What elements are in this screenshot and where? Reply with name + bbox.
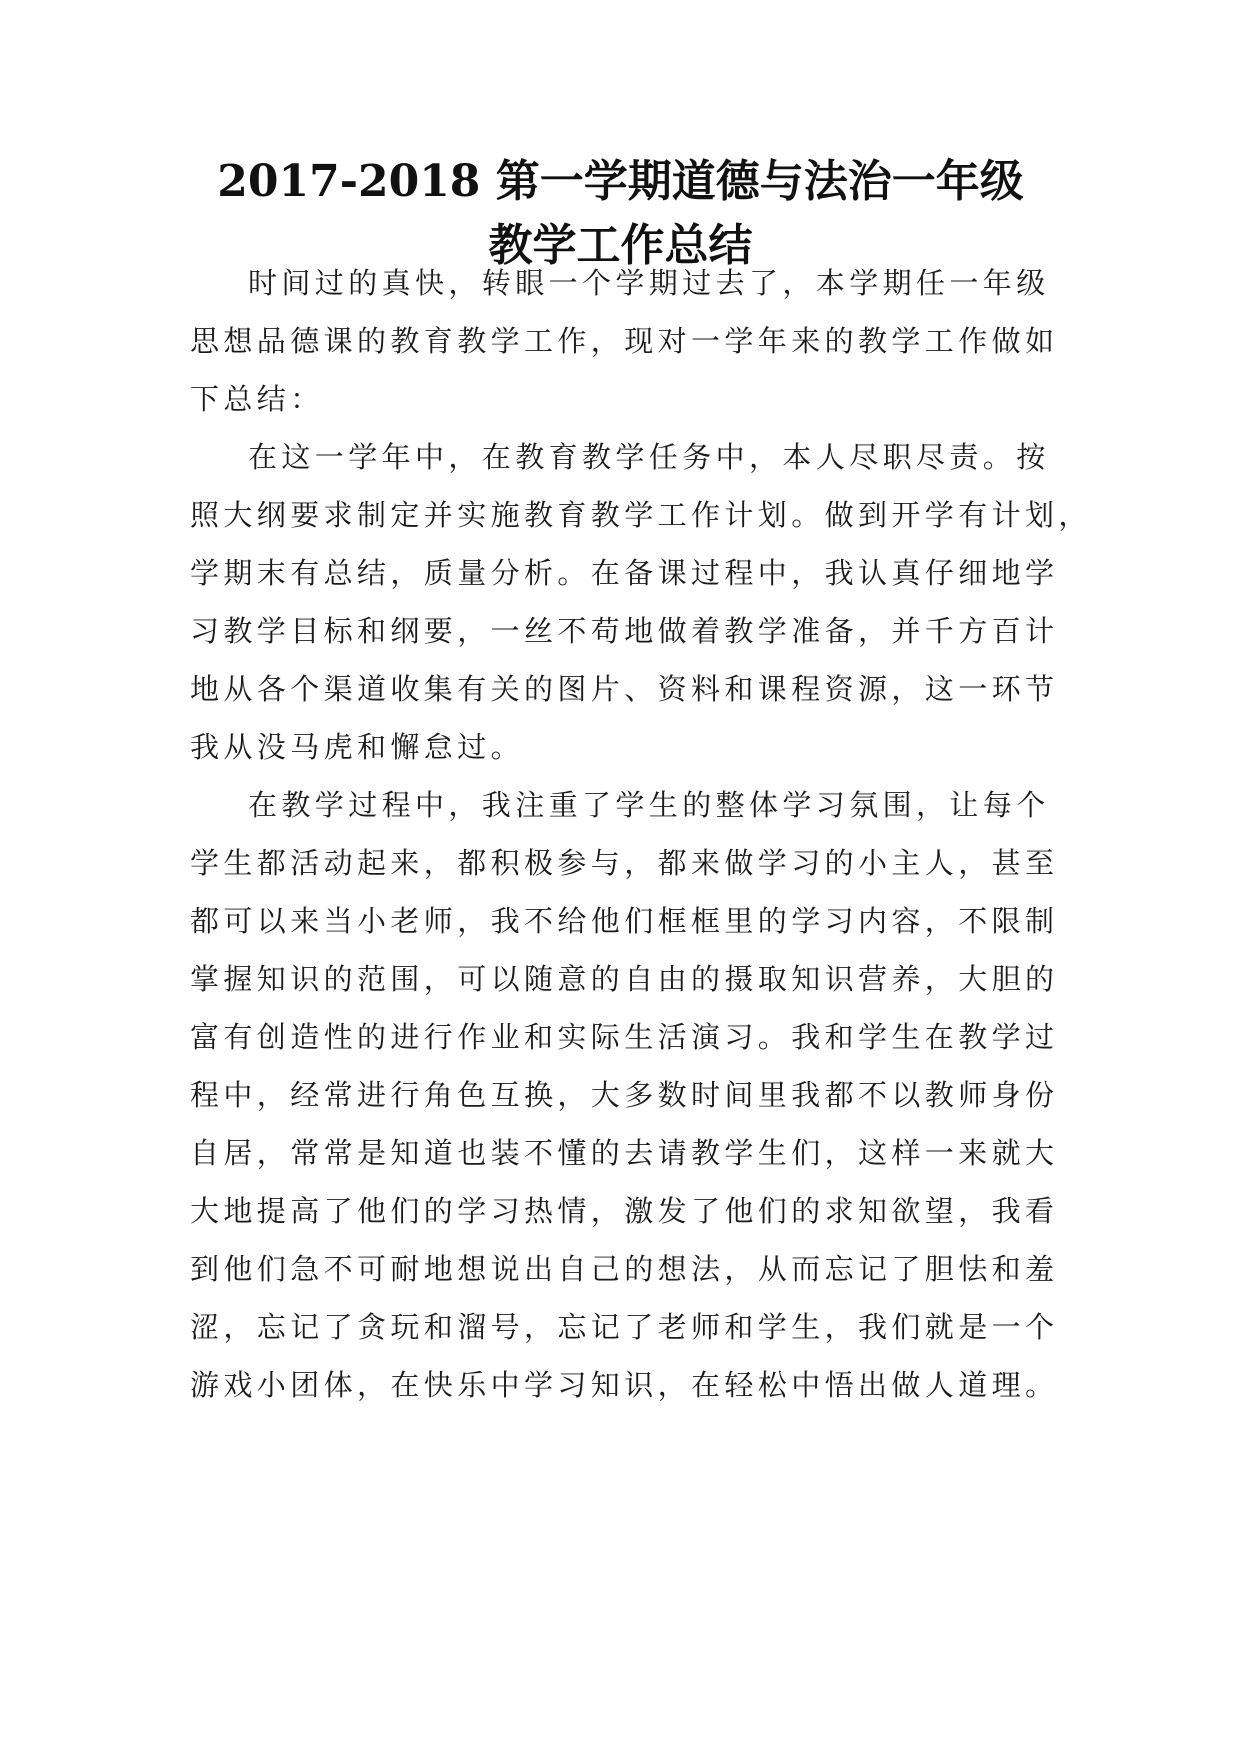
paragraph-3-line-3: 都可以来当小老师，我不给他们框框里的学习内容，不限制: [190, 904, 1059, 938]
paragraph-3-line-4: 掌握知识的范围，可以随意的自由的摄取知识营养，大胆的: [190, 962, 1059, 996]
paragraph-2-line-3: 学期末有总结，质量分析。在备课过程中，我认真仔细地学: [190, 556, 1059, 590]
paragraph-3-line-11: 游戏小团体，在快乐中学习知识，在轻松中悟出做人道理。: [190, 1368, 1059, 1402]
paragraph-2-line-1: 在这一学年中，在教育教学任务中，本人尽职尽责。按: [248, 440, 1050, 474]
paragraph-1-line-2: 思想品德课的教育教学工作，现对一学年来的教学工作做如: [190, 324, 1059, 358]
paragraph-3-line-1: 在教学过程中，我注重了学生的整体学习氛围，让每个: [248, 788, 1050, 822]
paragraph-3-line-6: 程中，经常进行角色互换，大多数时间里我都不以教师身份: [190, 1078, 1059, 1112]
paragraph-2-line-2: 照大纲要求制定并实施教育教学工作计划。做到开学有计划，: [190, 498, 1092, 532]
paragraph-2-line-5: 地从各个渠道收集有关的图片、资料和课程资源，这一环节: [190, 672, 1059, 706]
paragraph-3-line-5: 富有创造性的进行作业和实际生活演习。我和学生在教学过: [190, 1020, 1059, 1054]
paragraph-3-line-9: 到他们急不可耐地想说出自己的想法，从而忘记了胆怯和羞: [190, 1252, 1059, 1286]
paragraph-1-line-3: 下总结：: [190, 382, 324, 416]
document-title-line-1: 2017-2018 第一学期道德与法治一年级: [217, 156, 1024, 207]
document-title-line-2: 教学工作总结: [488, 220, 753, 271]
paragraph-2-line-6: 我从没马虎和懈怠过。: [190, 730, 525, 764]
paragraph-1-line-1: 时间过的真快，转眼一个学期过去了，本学期任一年级: [248, 266, 1050, 300]
paragraph-3-line-7: 自居，常常是知道也装不懂的去请教学生们，这样一来就大: [190, 1136, 1059, 1170]
paragraph-3-line-8: 大地提高了他们的学习热情，激发了他们的求知欲望，我看: [190, 1194, 1059, 1228]
paragraph-3-line-10: 涩，忘记了贪玩和溜号，忘记了老师和学生，我们就是一个: [190, 1310, 1059, 1344]
paragraph-3-line-2: 学生都活动起来，都积极参与，都来做学习的小主人，甚至: [190, 846, 1059, 880]
paragraph-2-line-4: 习教学目标和纲要，一丝不苟地做着教学准备，并千方百计: [190, 614, 1059, 648]
